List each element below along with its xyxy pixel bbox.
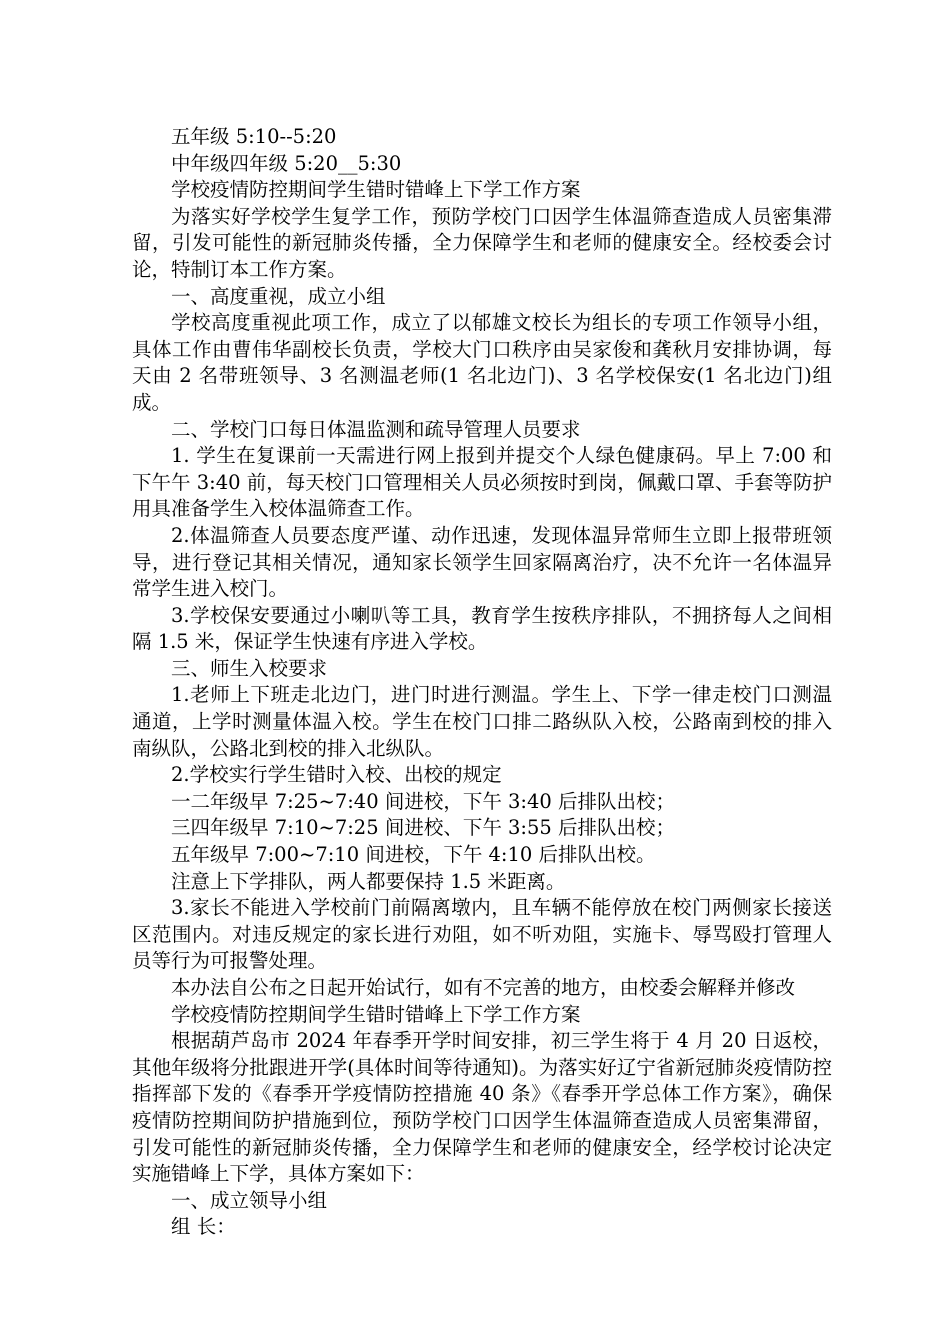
paragraph: 中年级四年级 5:20__5:30 xyxy=(171,151,402,175)
paragraph: 3.学校保安要通过小喇叭等工具，教育学生按秩序排队，不拥挤每人之间相隔 1.5 米，保证学生快速有序进入学校。 xyxy=(132,603,832,654)
section-heading: 三、师生入校要求 xyxy=(171,656,328,680)
section-heading: 一、高度重视，成立小组 xyxy=(171,284,386,308)
paragraph: 为落实好学校学生复学工作，预防学校门口因学生体温筛查造成人员密集滞留，引发可能性的新冠肺炎传播，全力保障学生和老师的健康安全。经校委会讨论，特制订本工作方案。 xyxy=(132,204,832,281)
paragraph: 五年级 5:10--5:20 xyxy=(171,125,337,148)
section-title: 学校疫情防控期间学生错时错峰上下学工作方案 xyxy=(171,1002,581,1026)
paragraph: 2.体温筛查人员要态度严谨、动作迅速，发现体温异常师生立即上报带班领导，进行登记其相关情况，通知家长领学生回家隔离治疗，决不允许一名体温异常学生进入校门。 xyxy=(132,523,832,601)
paragraph: 1. 学生在复课前一天需进行网上报到并提交个人绿色健康码。早上 7:00 和下午午 3:40 前，每天校门口管理相关人员必须按时到岗，佩戴口罩、手套等防护用具准备学生入校体温筛查工作。 xyxy=(132,444,832,521)
document-page xyxy=(132,124,832,1241)
paragraph: 本办法自公布之日起开始试行，如有不完善的地方，由校委会解释并修改 xyxy=(171,976,796,999)
paragraph: 2.学校实行学生错时入校、出校的规定 xyxy=(171,763,502,787)
paragraph: 注意上下学排队，两人都要保持 1.5 米距离。 xyxy=(171,869,566,893)
schedule-line: 一二年级早 7:25~7:40 间进校，下午 3:40 后排队出校； xyxy=(171,789,676,813)
paragraph: 学校高度重视此项工作，成立了以郁雄文校长为组长的专项工作领导小组，具体工作由曹伟华副校长负责，学校大门口秩序由吴家俊和龚秋月安排协调，每天由 2 名带班领导、3 名测温老师(1 名北边门)、3 名学校保安(1 名北边门)组成。 xyxy=(132,311,832,414)
paragraph: 根据葫芦岛市 2024 年春季开学时间安排，初三学生将于 4 月 20 日返校，其他年级将分批跟进开学(具体时间等待通知)。为落实好辽宁省新冠肺炎疫情防控指挥部下发的《春季开学疫情防控措施 40 条》《春季开学总体工作方案》，确保疫情防控期间防护措施到位，预防学校门口因学生体温筛查造成人员密集滞留，引发可能性的新冠肺炎传播，全力保障学生和老师的健康安全，经学校讨论决定实施错峰上下学，具体方案如下： xyxy=(132,1029,832,1186)
schedule-line: 五年级早 7:00~7:10 间进校，下午 4:10 后排队出校。 xyxy=(171,843,656,867)
section-heading: 二、学校门口每日体温监测和疏导管理人员要求 xyxy=(171,417,581,441)
paragraph: 组 长： xyxy=(171,1215,236,1239)
paragraph: 3.家长不能进入学校前门前隔离墩内，且车辆不能停放在校门两侧家长接送区范围内。对违反规定的家长进行劝阻，如不听劝阻，实施卡、辱骂殴打管理人员等行为可报警处理。 xyxy=(132,896,832,973)
schedule-line: 三四年级早 7:10~7:25 间进校、下午 3:55 后排队出校； xyxy=(171,816,676,840)
section-heading: 一、成立领导小组 xyxy=(171,1188,328,1212)
section-title: 学校疫情防控期间学生错时错峰上下学工作方案 xyxy=(171,178,581,202)
paragraph: 1.老师上下班走北边门，进门时进行测温。学生上、下学一律走校门口测温通道，上学时测量体温入校。学生在校门口排二路纵队入校，公路南到校的排入南纵队，公路北到校的排入北纵队。 xyxy=(132,683,832,760)
